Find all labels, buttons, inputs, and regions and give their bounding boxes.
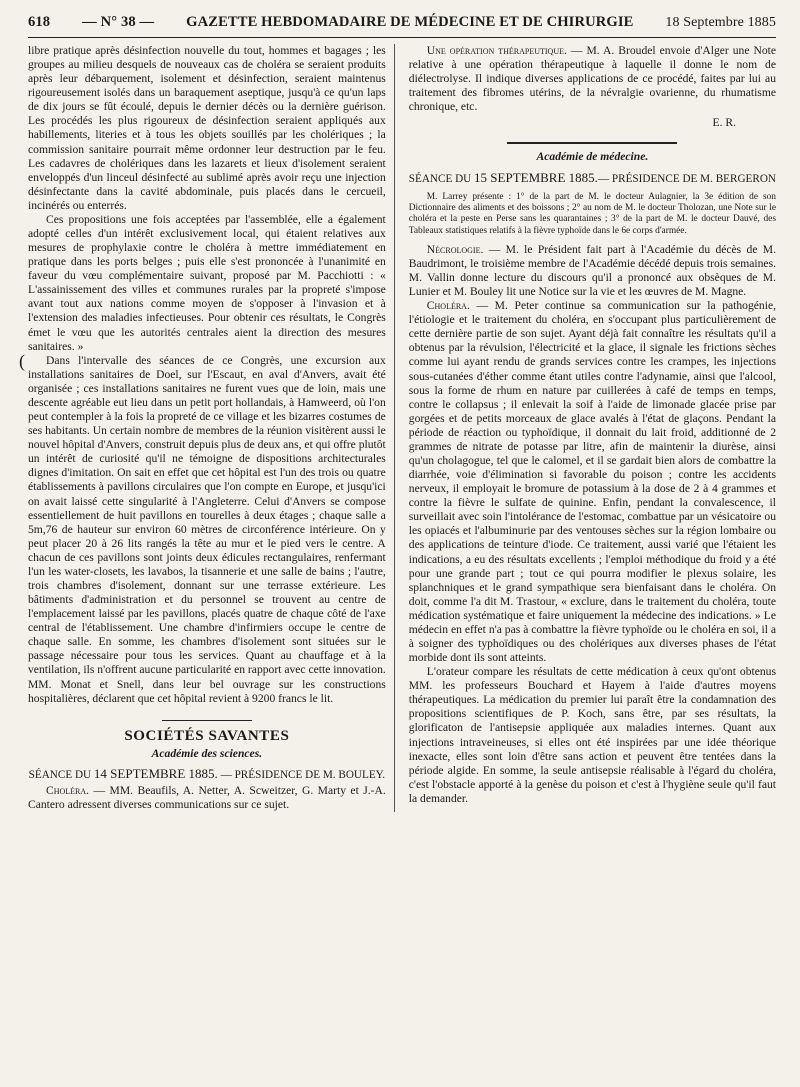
paragraph-excursion: Dans l'intervalle des séances de ce Congrès, une excursion aux installations sanitaires de Doel, sur l'Escaut, en aval d'Anvers, avait été organisée ; ces installations sanitaires ne furent vues que de loin, mais une descente agréable eut lieu dans un petit port hollandais, à Hamweerd, où l'on peut contempler à la fois la propreté de ce village et les bizarres costumes de ses habitants. Un certain nombre de membres de la réunion visitèrent aussi le nouvel hôpital d'Anvers, construit depuis plus de deux ans, et qui offre plutôt un intérêt de curiosité qu'il ne témoigne de dispositions architecturales dignes d'imitation. On sait en effet que cet hôpital est l'un des trois ou quatre établissements à pavillons circulaires que l'on compte en Europe, et jusqu'ici on avait laissé cette singularité à l'Angleterre. Celui d'Anvers se compose essentiellement de huit pavillons en tourelles à deux étages ; chaque salle a 5m,76 de hauteur sur environ 60 mètres de circonférence intérieure. On y peut placer 20 à 26 lits rangés la tête au mur et le pied vers le centre. A chacun de ces pavillons sont joints deux édicules rectangulaires, renfermant l'un les water-closets, les lavabos, la tisannerie et une salle de bains ; l'autre, trois chambres d'isolement, donnant sur une terrasse extérieure. Les bâtiments d'administration et du personnel se trouvent au centre de l'emplacement laissé par les pavillons, placés quatre de chaque côté de l'axe central de l'établissement. Une chambre d'infirmiers occupe le centre de chaque salle. En somme, les chambres d'isolement sont situées sur le passage nécessaire pour tous les services. Quant au chauffage et à la ventilation, ils n'offrent aucune particularité en rapport avec cette innovation. MM. Monat et Snell, dans leur bel ouvrage sur les constructions hospitalières, déclarent que cet hôpital revient à 9200 francs le lit. (28, 353, 386, 705)
seance-line-medecine (409, 171, 776, 186)
seance-line-sciences (28, 767, 386, 782)
excursion-block (19, 350, 386, 706)
running-header (28, 0, 776, 38)
section-divider (162, 720, 252, 721)
paragraph-orateur: L'orateur compare les résultats de cette médication à ceux qu'ont obtenus MM. les professeurs Bouchard et Hayem à l'aide d'autres moyens thérapeutiques. La médication du premier lui paraît être la condamnation des propositions scientifiques de P. Koch, sans être, par ses résultats, la glorificaton de l'antisepsie appliquée aux maladies internes. Quant aux injections intraveineuses, si elles ont été inspirées par une idée théorique inexacte, elles sont loin d'être sans action et peuvent être tentées dans la période algide. En somme, la seule antisepsie réalisable à l'égard du choléra, c'est l'obstacle apporté à la genèse du poison et c'est à l'hygiène seule qu'il faut la demander. (408, 665, 776, 805)
rubric-text: — M. Peter continue sa communication sur la pathogénie, l'étiologie et le traitement du choléra, en s'occupant plus particulièrement de cette dernière partie de son sujet. Ayant déjà fait connaître les résultats qu'il a obtenus par la révulsion, l'électricité et la glace, il signale les frictions sèches comme lui ayant rendu de grands services contre les crampes, les injections sous-cutanées d'éther comme étant utiles contre l'adynamie, ainsi que l'alcool, sous la forme de rhum en nature par cuillerées à café de temps en temps, contre le collapsus ; il enlevait la soif à l'aide de limonade glacée prise par gorgées et de petits morceaux de glace avalés à l'état de glaçons. Pendant la période de réaction ou typhoïdique, il donnait du lait froid, additionné de 2 grammes de nitrate de potasse par litre, afin de maintenir la diurèse, ainsi qu'un cholagogue, tel que le calomel, et il se gardait bien alors de combattre la diarrhée, voie d'élimination si favorable du poison ; contre les accidents nerveux, il employait le bromure de potassium à la dose de 2 à 4 grammes et contre la fièvre le sulfate de quinine. Enfin, pendant la convalescence, il surveillait avec soin l'intolérance de l'estomac, combattue par un vésicatoire ou les opiacés et l'albuminurie par des ventouses sèches sur la région lombaire ou des applications de teinture d'iode. Ce traitement, aussi varié que l'étaient les indications, a eu des résultats excellents ; l'emploi méthodique du froid y a été pour une grande part ; tout ce qui pourra modifier le plexus solaire, les splanchniques et le grand sympathique sera bienfaisant dans le choléra. On doit, comme l'a dit M. Trastour, « exclure, dans le traitement du choléra, toute médication systématique et faire uniquement la médecine des indications. » Le médecin en effet n'a pas à combattre la fièvre typhoïde ou le choléra en soi, il a à soigner des typhoïdiques ou des cholériques aux diverses phases de l'état morbide dont ils sont atteints. (408, 299, 776, 665)
academy-medecine-heading: Académie de médecine. (536, 150, 649, 164)
margin-brace-mark: ( (19, 350, 25, 371)
seance-date: 14 SEPTEMBRE 1885. (93, 765, 218, 781)
journal-title: GAZETTE HEBDOMADAIRE DE MÉDECINE ET DE CHIRURGIE (186, 14, 634, 30)
section-title: SOCIÉTÉS SAVANTES (124, 727, 290, 744)
rubric-label: Choléra. (46, 783, 90, 797)
author-signature: E. R. (712, 116, 736, 130)
rubric-label: Une opération thérapeutique. (426, 44, 567, 57)
right-column (409, 44, 776, 812)
page-number: 618 (28, 14, 51, 30)
two-column-body (19, 44, 777, 812)
paragraph-peter-cholera (409, 299, 776, 665)
rubric-text: — M. le Président fait part à l'Académie du décès de M. Baudrimont, le troisième membre de l'Académie décédé depuis trois semaines. M. Vallin donne lecture du discours qu'il a prononcé aux obsèques de M. Lunier et M. Bouley lit une Notice sur la vie et les œuvres de M. Magne. (408, 242, 776, 299)
paragraph-necrologie (409, 243, 776, 299)
seance-prefix: SÉANCE DU (408, 172, 475, 185)
rubric-label: Choléra. (426, 299, 470, 313)
paragraph-operation (409, 44, 776, 114)
seance-prefix: SÉANCE DU (28, 768, 94, 781)
paragraph-cholera-communications (28, 784, 386, 812)
left-column (19, 44, 395, 812)
issue-number: — N° 38 — (82, 14, 155, 30)
paragraph-propositions: Ces propositions une fois acceptées par l'assemblée, elle a également adopté celles d'un intérêt exclusivement local, qui étaient relatives aux mesures de prophylaxie contre le choléra à mettre immédiatement en pratique dans les ports belges ; puis elle s'est prononcée à l'unanimité en faveur du vœu complémentaire suivant, proposé par M. Pacchiotti : « L'assainissement des villes et communes rurales par la propreté s'impose avant tout aux nations comme moyen de s'opposer à l'invasion et à l'extension des maladies infectieuses. Pour obtenir ces résultats, le Congrès émet le vœu que les autorités centrales aient la direction des mesures sanitaires. » (28, 212, 386, 353)
seance-date: 15 SEPTEMBRE 1885. (474, 169, 598, 185)
academy-sciences-heading: Académie des sciences. (151, 746, 263, 760)
paragraph-larrey-presentations: M. Larrey présente : 1° de la part de M. le docteur Aulagnier, la 3e édition de son Dictionnaire des aliments et des boissons ; 2° au nom de M. le docteur Tholozan, une Note sur le choléra et la peste en Perse sans les quarantaines ; 3° de la part de M. le docteur Dauvé, des Tableaux statistiques relatifs à la fièvre typhoïde dans le 6e corps d'armée. (408, 191, 776, 236)
section-divider (507, 142, 677, 144)
issue-date: 18 Septembre 1885 (665, 15, 776, 30)
rubric-text: — M. A. Broudel envoie d'Alger une Note relative à une opération thérapeutique à laquelle il donne le nom de diélectrolyse. Il indique diverses applications de ce procédé, faites par lui au traitement des fibromes utérins, de la névralgie ovarienne, du rhumatisme chronique, etc. (408, 44, 777, 114)
seance-presidence: — PRÉSIDENCE DE M. BOULEY. (217, 768, 386, 781)
rubric-label: Nécrologie. (426, 242, 484, 256)
seance-presidence: — PRÉSIDENCE DE M. BERGERON (597, 172, 776, 185)
rubric-text: — MM. Beaufils, A. Netter, A. Scweitzer, G. Marty et J.-A. Cantero adressent diverses communications sur ce sujet. (28, 783, 386, 811)
paragraph-quarantine: libre pratique après désinfection nouvelle du tout, hommes et bagages ; les groupes au milieu desquels de nouveaux cas de choléra se seraient produits après leur débarquement, isolement et désinfection, seraient maintenus rigoureusement isolés dans un baraquement aseptique, jusqu'à ce qu'un laps de dix jours se fût écoulé, depuis le dernier décès ou la dernière guérison. Les procédés les plus rigoureux de désinfection seraient appliqués aux habillements, literies et à tous les objets souillés par les cholériques ; la commission sanitaire pourrait même ordonner leur destruction par le feu. Les cadavres de cholériques dans les lazarets et lieux d'isolement seraient enveloppés d'un linceul désinfecté au sublimé après avoir reçu une injection désinfectante dans la cavité abdominale, puis placés dans le cercueil, incinérés ou enterrés. (28, 44, 386, 212)
